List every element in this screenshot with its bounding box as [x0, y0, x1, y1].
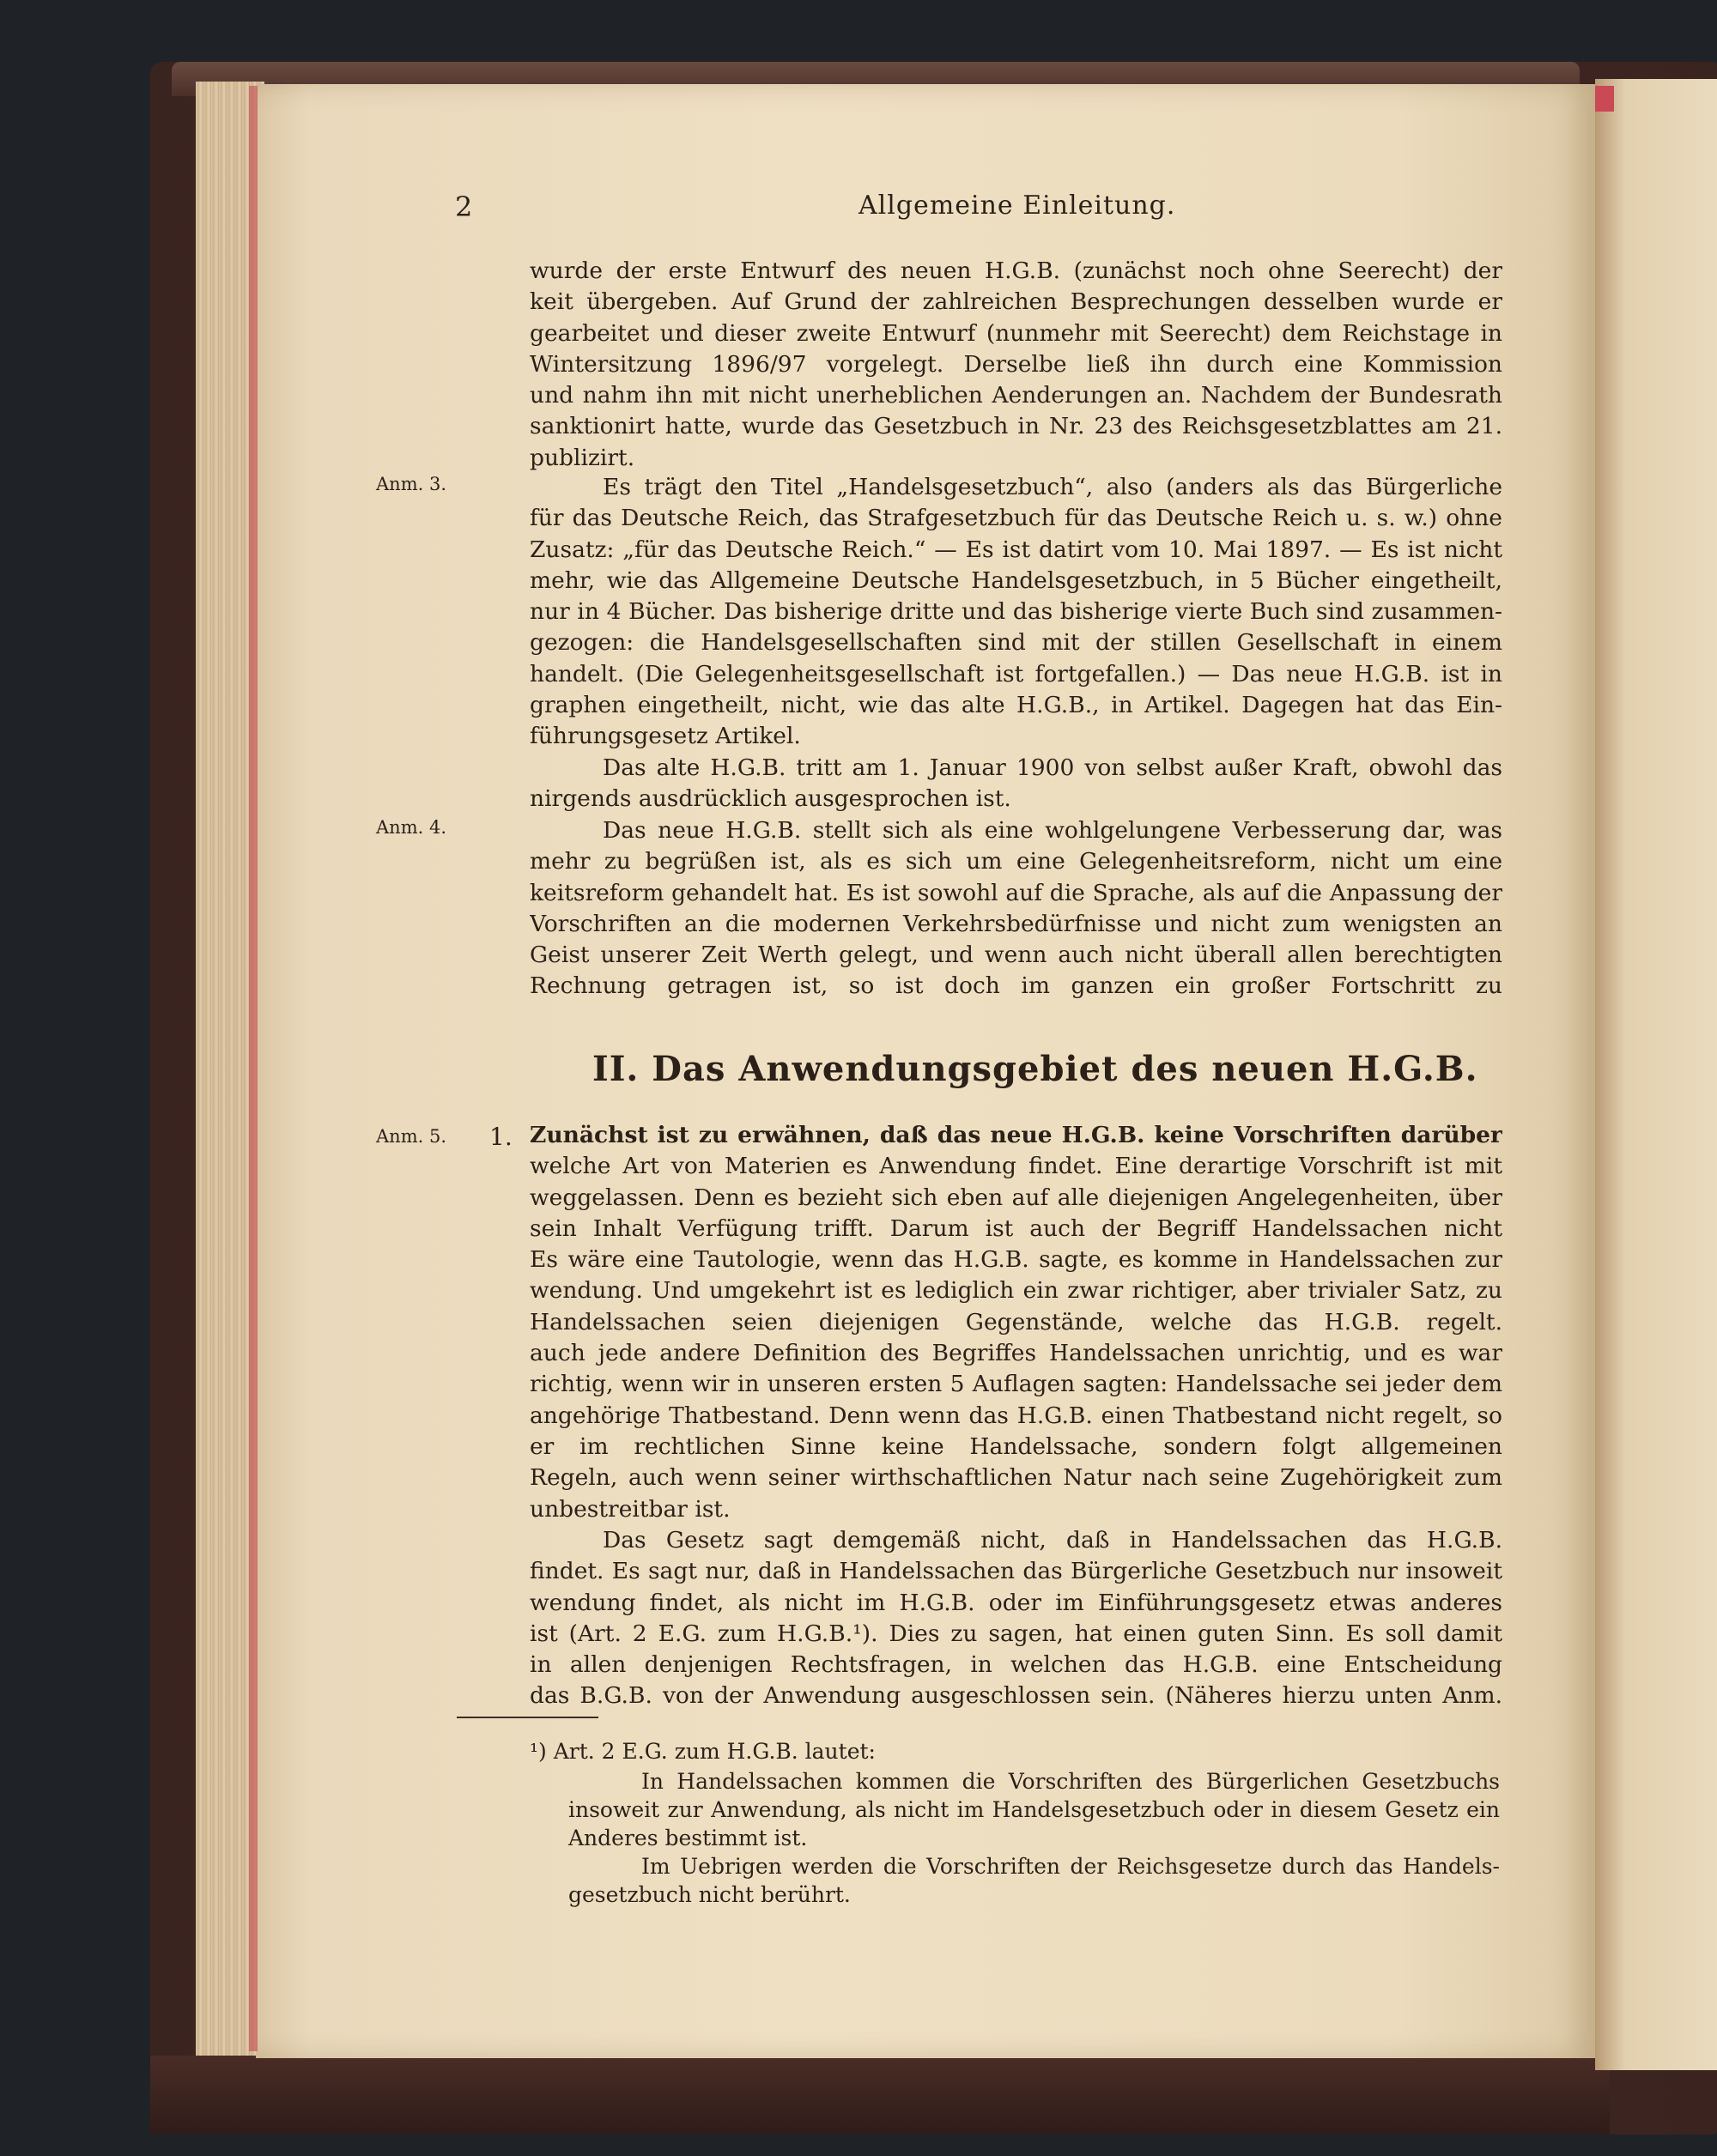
text-line: das B.G.B. von der Anwendung ausgeschlossen sein. (Näheres hierzu unten Anm.	[530, 1682, 1502, 1710]
text-line: gearbeitet und dieser zweite Entwurf (nunmehr mit Seerecht) dem Reichstage in	[530, 319, 1502, 347]
text-line: gezogen: die Handelsgesellschaften sind mit der stillen Gesellschaft in einem	[530, 629, 1502, 657]
text-line: er im rechtlichen Sinne keine Handelssache, sondern folgt allgemeinen	[530, 1432, 1502, 1460]
right-page-edge	[1595, 79, 1717, 2070]
paragraph-2	[530, 472, 1502, 753]
text-line: Wintersitzung 1896/97 vorgelegt. Derselbe ließ ihn durch eine Kommission	[530, 350, 1502, 378]
text-line: Handelssachen seien diejenigen Gegenstände, welche das H.G.B. regelt.	[530, 1308, 1502, 1335]
text-line: graphen eingetheilt, nicht, wie das alte H.G.B., in Artikel. Dagegen hat das Ein-	[530, 692, 1502, 719]
paragraph-5	[530, 1120, 1502, 1525]
text-line: nirgends ausdrücklich ausgesprochen ist.	[530, 785, 1011, 813]
red-page-edge	[249, 86, 258, 2051]
text-line: richtig, wenn wir in unseren ersten 5 Auflagen sagten: Handelssache sei jeder dem	[530, 1371, 1502, 1398]
text-line: sanktionirt hatte, wurde das Gesetzbuch in Nr. 23 des Reichsgesetzblattes am 21.	[530, 413, 1502, 440]
text-line: Vorschriften an die modernen Verkehrsbedürfnisse und nicht zum wenigsten an	[530, 910, 1502, 937]
margin-note-anm-5: Anm. 5.	[376, 1126, 446, 1147]
text-line: für das Deutsche Reich, das Strafgesetzbuch für das Deutsche Reich u. s. w.) ohne	[530, 505, 1502, 532]
text-line: wurde der erste Entwurf des neuen H.G.B. (zunächst noch ohne Seerecht) der	[530, 257, 1502, 284]
text-line: keitsreform gehandelt hat. Es ist sowohl auf die Sprache, als auf die Anpassung der	[530, 879, 1502, 906]
text-line: wendung findet, als nicht im H.G.B. oder im Einführungsgesetz etwas anderes	[530, 1589, 1502, 1616]
text-line: publizirt.	[530, 444, 635, 471]
footnote-label: ¹) Art. 2 E.G. zum H.G.B. lautet:	[530, 1739, 876, 1764]
footnote-rule	[457, 1717, 598, 1718]
footnote-paragraph-2	[530, 1852, 1500, 1909]
ribbon-marker	[1595, 86, 1614, 112]
text-line: auch jede andere Definition des Begriffes Handelssachen unrichtig, und es war	[530, 1340, 1502, 1367]
section-heading: II. Das Anwendungsgebiet des neuen H.G.B.	[592, 1049, 1478, 1089]
text-line: Das Gesetz sagt demgemäß nicht, daß in Handelssachen das H.G.B.	[603, 1527, 1502, 1553]
text-line: insoweit zur Anwendung, als nicht im Handelsgesetzbuch oder in diesem Gesetz ein	[568, 1797, 1500, 1822]
text-line: nur in 4 Bücher. Das bisherige dritte und das bisherige vierte Buch sind zusammen-	[530, 598, 1502, 626]
paragraph-1	[530, 256, 1502, 474]
text-line: mehr, wie das Allgemeine Deutsche Handelsgesetzbuch, in 5 Bücher eingetheilt,	[530, 566, 1502, 594]
text-line: Im Uebrigen werden die Vorschriften der Reichsgesetze durch das Handels-	[641, 1854, 1500, 1879]
text-line: In Handelssachen kommen die Vorschriften des Bürgerlichen Gesetzbuchs	[641, 1769, 1500, 1794]
margin-note-anm-4: Anm. 4.	[376, 817, 446, 838]
text-line: Es trägt den Titel „Handelsgesetzbuch“, also (anders als das Bürgerliche	[603, 474, 1502, 500]
text-line: unbestreitbar ist.	[530, 1495, 731, 1523]
paragraph-6	[530, 1525, 1502, 1712]
text-line: mehr zu begrüßen ist, als es sich um eine Gelegenheitsreform, nicht um eine	[530, 848, 1502, 875]
text-line: angehörige Thatbestand. Denn wenn das H.G.B. einen Thatbestand nicht regelt, so	[530, 1402, 1502, 1429]
text-line: Regeln, auch wenn seiner wirthschaftlichen Natur nach seine Zugehörigkeit zum	[530, 1464, 1502, 1492]
text-line: in allen denjenigen Rechtsfragen, in welchen das H.G.B. eine Entscheidung	[530, 1651, 1502, 1679]
text-line: findet. Es sagt nur, daß in Handelssachen das Bürgerliche Gesetzbuch nur insoweit	[530, 1558, 1502, 1585]
footnote-paragraph-1	[530, 1767, 1500, 1852]
text-line: Rechnung getragen ist, so ist doch im ganzen ein großer Fortschritt zu	[530, 972, 1502, 1000]
text-line: und nahm ihn mit nicht unerheblichen Aenderungen an. Nachdem der Bundesrath	[530, 382, 1502, 409]
text-line: wendung. Und umgekehrt ist es lediglich ein zwar richtiger, aber trivialer Satz, zu	[530, 1277, 1502, 1305]
text-line: Das neue H.G.B. stellt sich als eine wohlgelungene Verbesserung dar, was	[603, 817, 1502, 844]
text-line: Zusatz: „für das Deutsche Reich.“ — Es ist datirt vom 10. Mai 1897. — Es ist nicht	[530, 536, 1502, 563]
text-line: Das alte H.G.B. tritt am 1. Januar 1900 von selbst außer Kraft, obwohl das	[603, 754, 1502, 781]
text-line: Zunächst ist zu erwähnen, daß das neue H.G.B. keine Vorschriften darüber	[530, 1122, 1502, 1148]
item-number: 1.	[489, 1123, 513, 1151]
text-line: sein Inhalt Verfügung trifft. Darum ist auch der Begriff Handelssachen nicht	[530, 1214, 1502, 1242]
paragraph-4	[530, 815, 1502, 1002]
text-line: gesetzbuch nicht berührt.	[568, 1882, 851, 1907]
text-line: Es wäre eine Tautologie, wenn das H.G.B. sagte, es komme in Handelssachen zur	[530, 1246, 1502, 1274]
book-cover-bottom	[150, 2056, 1610, 2135]
text-line: welche Art von Materien es Anwendung findet. Eine derartige Vorschrift ist mit	[530, 1153, 1502, 1180]
text-line: keit übergeben. Auf Grund der zahlreichen Besprechungen desselben wurde er	[530, 288, 1502, 316]
paragraph-3	[530, 753, 1502, 815]
text-line: führungsgesetz Artikel.	[530, 723, 801, 750]
text-line: weggelassen. Denn es bezieht sich eben auf alle diejenigen Angelegenheiten, über	[530, 1184, 1502, 1211]
text-line: Geist unserer Zeit Werth gelegt, und wenn auch nicht überall allen berechtigten	[530, 942, 1502, 969]
running-title: Allgemeine Einleitung.	[858, 191, 1176, 221]
margin-note-anm-3: Anm. 3.	[376, 474, 446, 494]
text-line: handelt. (Die Gelegenheitsgesellschaft ist fortgefallen.) — Das neue H.G.B. ist in	[530, 660, 1502, 687]
text-line: ist (Art. 2 E.G. zum H.G.B.¹). Dies zu sagen, hat einen guten Sinn. Es soll damit	[530, 1620, 1502, 1647]
page-number: 2	[455, 191, 473, 223]
text-line: Anderes bestimmt ist.	[568, 1826, 808, 1850]
